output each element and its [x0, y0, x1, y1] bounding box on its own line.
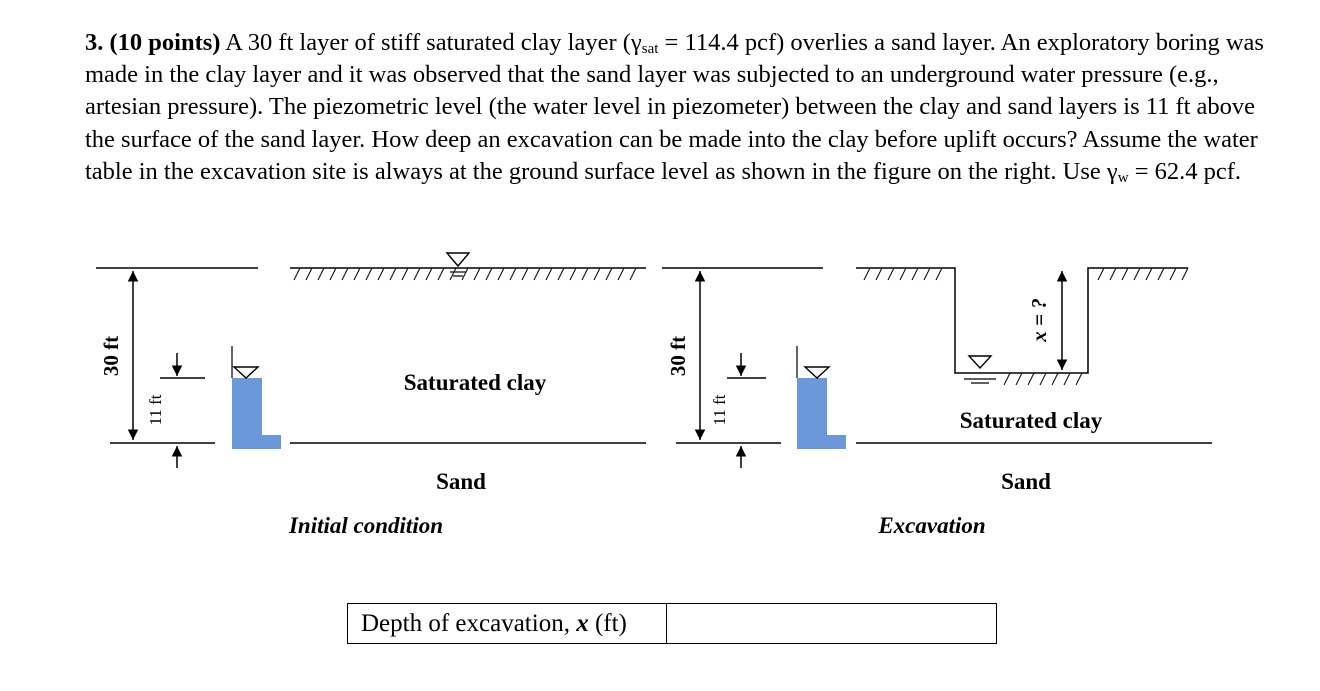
- right-11ft-label: 11 ft: [710, 394, 729, 426]
- right-water-table-icon: [964, 356, 996, 383]
- gamma-sat-subscript: sat: [641, 41, 659, 57]
- excavation-caption: Excavation: [878, 513, 986, 538]
- left-30ft-label: 30 ft: [99, 335, 123, 377]
- excavation-profile: [856, 268, 1188, 373]
- left-ground-hatching: [294, 268, 636, 280]
- problem-points: (10 points): [109, 29, 221, 56]
- problem-text-3: = 62.4 pcf.: [1128, 157, 1242, 185]
- right-sand-label: Sand: [1001, 469, 1051, 494]
- excavation-depth-answer-field[interactable]: [667, 604, 997, 644]
- right-piezometer-water: [797, 378, 846, 449]
- answer-table: [347, 603, 997, 644]
- excavation-depth-label: x = ?: [1027, 298, 1051, 342]
- problem-text-1: A 30 ft layer of stiff saturated clay layer (γ: [220, 29, 642, 56]
- left-clay-label: Saturated clay: [403, 370, 547, 395]
- left-11ft-label: 11 ft: [146, 394, 165, 426]
- answer-label-text: Depth of excavation,: [361, 609, 577, 637]
- problem-text-2: = 114.4 pcf) overlies a sand layer. An exploratory boring was made in the clay layer and it was observed that the sand layer was subjected to an underground water pressure (e.g., artesian pressure). The piezometric level (the water level in piezometer) between the clay and sand layers is 11 ft above the surface of the sand layer. How deep an excavation can be made into the clay before uplift occurs? Assume the water table in the excavation site is always at the ground surface level as shown in the figure on the right. Use γ: [85, 29, 1264, 185]
- left-piezometer-water: [232, 378, 281, 449]
- problem-number: 3.: [85, 29, 104, 56]
- gamma-w-subscript: w: [1117, 169, 1129, 186]
- answer-label-unit: (ft): [588, 609, 627, 637]
- left-piezometer-water-level-icon: [234, 367, 258, 378]
- excavation-diagram: [662, 268, 1212, 538]
- answer-label-cell: [348, 604, 667, 644]
- right-piezometer-water-level-icon: [805, 367, 829, 378]
- left-sand-label: Sand: [436, 469, 486, 494]
- right-ground-hatching: [864, 268, 1188, 385]
- answer-row: [348, 604, 997, 644]
- right-clay-label: Saturated clay: [959, 408, 1103, 433]
- answer-label-variable: x: [576, 609, 589, 637]
- left-water-table-icon: [447, 253, 469, 276]
- initial-condition-diagram: [96, 253, 646, 538]
- initial-condition-caption: Initial condition: [288, 513, 444, 538]
- right-30ft-label: 30 ft: [666, 335, 690, 377]
